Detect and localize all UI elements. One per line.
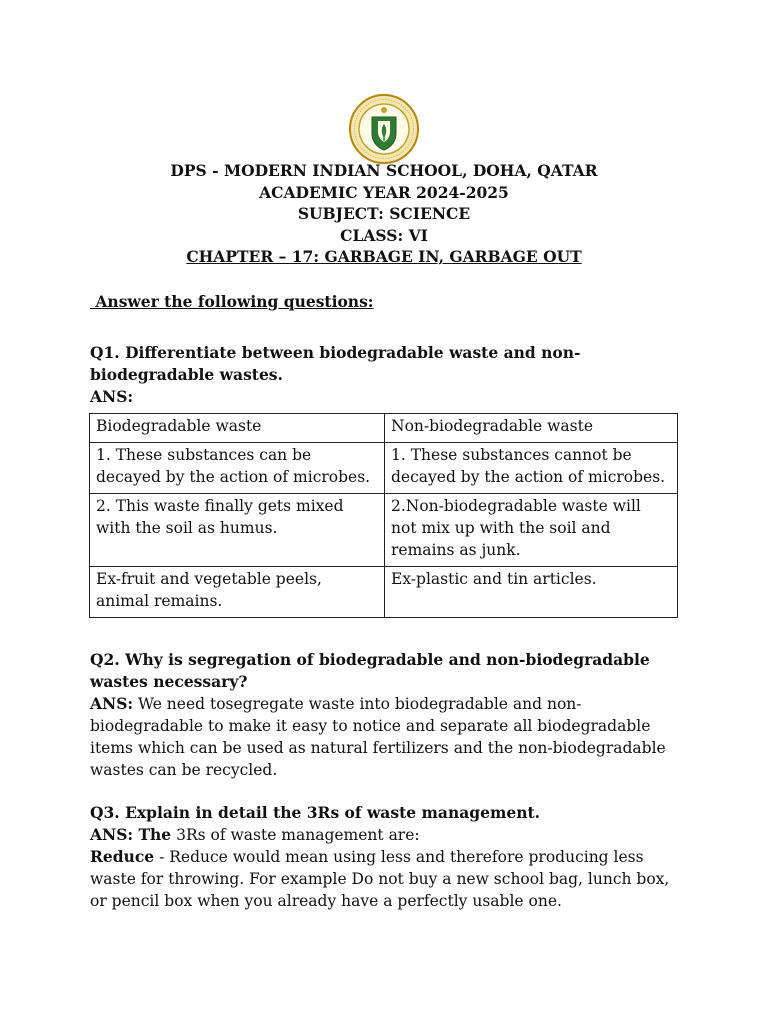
answer-label: ANS:	[90, 387, 134, 406]
subject: SUBJECT: SCIENCE	[297, 204, 471, 223]
academic-year: ACADEMIC YEAR 2024-2025	[259, 182, 509, 202]
instruction-heading: Answer the following questions:	[90, 292, 374, 311]
table-row	[90, 494, 678, 567]
waste-comparison-table	[89, 413, 678, 618]
answer-3	[90, 824, 690, 846]
table-row	[90, 567, 678, 618]
table-header-row	[90, 414, 678, 443]
answer-2-text: We need tosegregate waste into biodegradable and non-biodegradable to make it easy to notice and separate all biodegradable items which can be used as natural fertilizers and the non-biodegradable wastes can be recycled.	[90, 695, 666, 779]
table-cell: Ex-fruit and vegetable peels, animal remains.	[90, 567, 385, 618]
answer-label: ANS: The	[90, 825, 172, 844]
question-2-text: Q2. Why is segregation of biodegradable and non-biodegradable wastes necessary?	[90, 650, 650, 691]
table-cell: 2. This waste finally gets mixed with the soil as humus.	[90, 494, 385, 567]
school-name: DPS - MODERN INDIAN SCHOOL, DOHA, QATAR	[170, 161, 598, 180]
reduce-label: Reduce	[90, 847, 155, 866]
question-3	[90, 802, 690, 912]
school-emblem-icon	[348, 93, 420, 165]
table-row	[90, 443, 678, 494]
table-header-cell: Biodegradable waste	[90, 414, 385, 443]
answer-3-intro: 3Rs of waste management are:	[171, 826, 420, 844]
table-cell: 1. These substances cannot be decayed by the action of microbes.	[385, 443, 678, 494]
reduce-text: - Reduce would mean using less and therefore producing less waste for throwing. For example Do not buy a new school bag, lunch box, or pencil box when you already have a perfectly usable one.	[90, 848, 670, 910]
question-2	[90, 649, 690, 781]
question-1	[90, 342, 690, 408]
question-3-text: Q3. Explain in detail the 3Rs of waste management.	[90, 803, 541, 822]
document-header	[0, 160, 768, 268]
table-header-cell: Non-biodegradable waste	[385, 414, 678, 443]
class-label: CLASS: VI	[340, 225, 428, 245]
reduce-paragraph	[90, 846, 690, 912]
answer-label: ANS:	[90, 694, 134, 713]
table-cell: Ex-plastic and tin articles.	[385, 567, 678, 618]
answer-2	[90, 693, 690, 781]
chapter-title: CHAPTER – 17: GARBAGE IN, GARBAGE OUT	[186, 247, 582, 266]
table-cell: 1. These substances can be decayed by the action of microbes.	[90, 443, 385, 494]
table-cell: 2.Non-biodegradable waste will not mix up with the soil and remains as junk.	[385, 494, 678, 567]
question-1-text: Q1. Differentiate between biodegradable waste and non-biodegradable wastes.	[90, 343, 581, 384]
